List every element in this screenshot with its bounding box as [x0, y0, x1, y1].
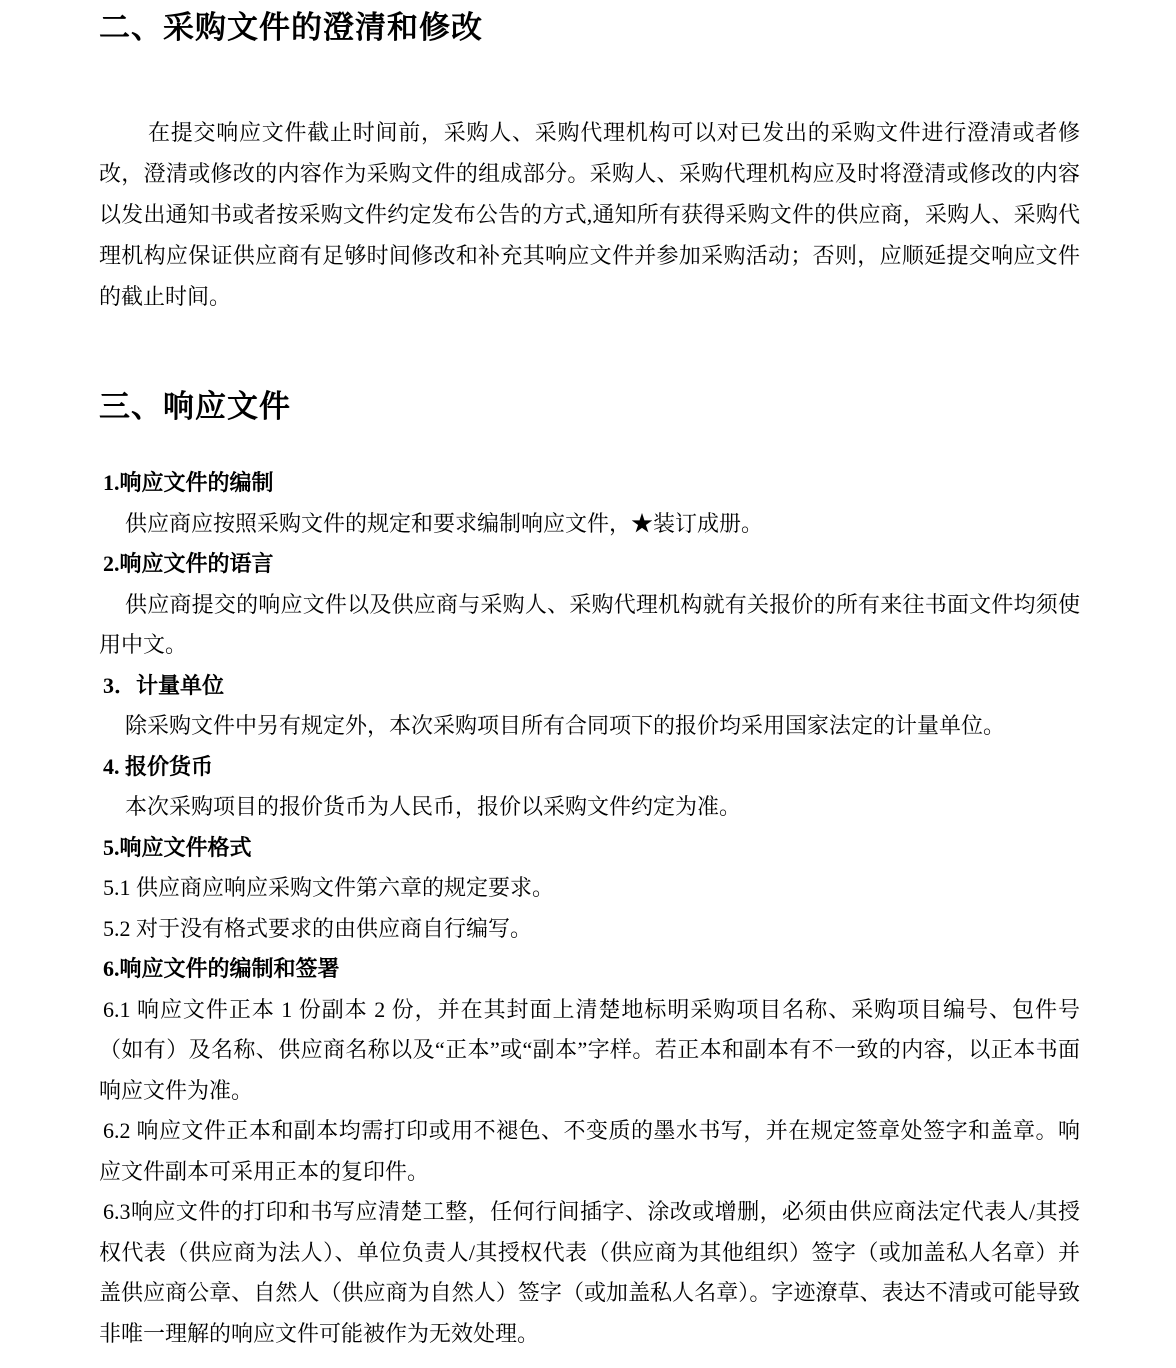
- item-2-paragraph: 供应商提交的响应文件以及供应商与采购人、采购代理机构就有关报价的所有来往书面文件均须使用中文。: [99, 591, 1080, 657]
- item-6-paragraph-6-2: 6.2 响应文件正本和副本均需打印或用不褪色、不变质的墨水书写，并在规定签章处签字和盖章。响应文件副本可采用正本的复印件。: [99, 1118, 1080, 1184]
- item-6-heading: 6.响应文件的编制和签署: [103, 956, 340, 981]
- item-6-paragraph-6-1: 6.1 响应文件正本 1 份副本 2 份，并在其封面上清楚地标明采购项目名称、采购项目编号、包件号（如有）及名称、供应商名称以及“正本”或“副本”字样。若正本和副本有不一致的内容，以正本书面响应文件为准。: [99, 996, 1080, 1103]
- item-1-paragraph: 供应商应按照采购文件的规定和要求编制响应文件，★装订成册。: [125, 510, 764, 536]
- item-6-paragraph-6-3: 6.3响应文件的打印和书写应清楚工整，任何行间插字、涂改或增删，必须由供应商法定代表人/其授权代表（供应商为法人）、单位负责人/其授权代表（供应商为其他组织）签字（或加盖私人名章）并盖供应商公章、自然人（供应商为自然人）签字（或加盖私人名章）。字迹潦草、表达不清或可能导致非唯一理解的响应文件可能被作为无效处理。: [99, 1199, 1080, 1346]
- item-3-paragraph: 除采购文件中另有规定外，本次采购项目所有合同项下的报价均采用国家法定的计量单位。: [125, 713, 1006, 738]
- section-2-heading: 二、采购文件的澄清和修改: [99, 10, 483, 45]
- item-5-paragraph-5-2: 5.2 对于没有格式要求的由供应商自行编写。: [103, 915, 533, 941]
- item-2-heading: 2.响应文件的语言: [103, 551, 274, 576]
- item-5-heading: 5.响应文件格式: [103, 834, 252, 860]
- item-3-heading: 3．计量单位: [103, 672, 225, 698]
- section-3-items: [99, 463, 1080, 1354]
- section-2-paragraph: 在提交响应文件截止时间前，采购人、采购代理机构可以对已发出的采购文件进行澄清或者修改，澄清或修改的内容作为采购文件的组成部分。采购人、采购代理机构应及时将澄清或修改的内容以发出通知书或者按采购文件约定发布公告的方式,通知所有获得采购文件的供应商，采购人、采购代理机构应保证供应商有足够时间修改和补充其响应文件并参加采购活动；否则，应顺延提交响应文件的截止时间。: [99, 120, 1080, 309]
- item-1-heading: 1.响应文件的编制: [103, 470, 274, 495]
- item-5-paragraph-5-1: 5.1 供应商应响应采购文件第六章的规定要求。: [103, 875, 555, 900]
- item-4-paragraph: 本次采购项目的报价货币为人民币，报价以采购文件约定为准。: [125, 794, 742, 819]
- item-4-heading: 4. 报价货币: [103, 753, 214, 779]
- section-3-heading: 三、响应文件: [99, 389, 291, 424]
